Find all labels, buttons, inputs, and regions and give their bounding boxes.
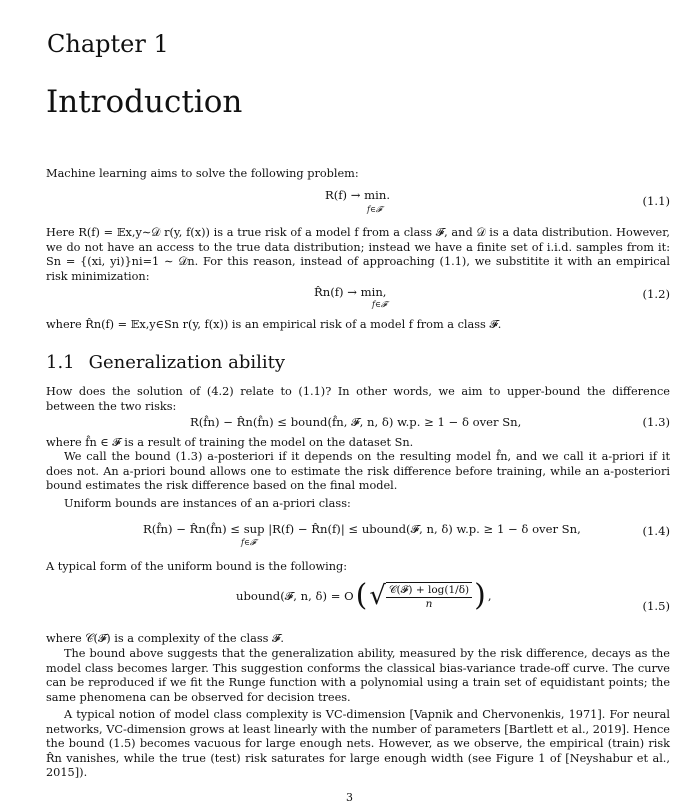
equation-1-4-pre: R(f̂n) − R̂n(f̂n) ≤ sup <box>143 522 265 536</box>
empirical-risk-paragraph: where R̂n(f) = 𝔼x,y∈Sn r(y, f(x)) is an empirical risk of a model f from a class 𝓕. <box>46 318 502 331</box>
equation-number-1-4: (1.4) <box>642 524 670 538</box>
equation-1-1-body: R(f) → min <box>325 188 387 202</box>
equation-number-1-1: (1.1) <box>642 194 670 208</box>
equation-1-2-tail: , <box>382 285 387 299</box>
left-paren: ( <box>355 578 368 613</box>
right-paren: ) <box>474 578 486 613</box>
equation-1-1-tail: . <box>386 188 391 202</box>
equation-1-5-tail: , <box>487 589 492 603</box>
equation-1-4-subscript: f∈𝓕 <box>241 538 256 547</box>
question-paragraph: How does the solution of (4.2) relate to (1.1)? In other words, we aim to upper-bound the difference between the two risks: <box>46 385 670 413</box>
equation-number-1-5: (1.5) <box>642 599 670 613</box>
page-number: 3 <box>346 791 353 804</box>
fraction-denominator: n <box>425 598 433 610</box>
equation-1-1-subscript: f∈𝓕 <box>367 205 382 214</box>
equation-number-1-2: (1.2) <box>642 287 670 301</box>
fraction-numerator: 𝒞(𝓕) + log(1/δ) <box>386 584 472 598</box>
section-number: 1.1 <box>46 352 75 373</box>
equation-1-2-body: R̂n(f) → min <box>314 285 383 299</box>
equation-number-1-3: (1.3) <box>642 415 670 429</box>
equation-1-5-pre: ubound(𝓕, n, δ) = O <box>236 588 354 603</box>
equation-1-4 <box>143 522 581 537</box>
typical-form-paragraph: A typical form of the uniform bound is the following: <box>46 560 348 573</box>
intro-paragraph: Machine learning aims to solve the following problem: <box>46 167 359 180</box>
equation-1-4-post: |R(f) − R̂n(f)| ≤ ubound(𝓕, n, δ) w.p. ≥ 1 − δ over Sn, <box>268 522 581 536</box>
aposteriori-paragraph: We call the bound (1.3) a-posteriori if it depends on the resulting model f̂n, and we call it a-priori if it does not. An a-priori bound allows one to estimate the risk difference before training, while an a-posteriori bound estimates the risk difference based on the final model. <box>46 450 670 492</box>
equation-1-2 <box>314 285 386 299</box>
uniform-bounds-paragraph: Uniform bounds are instances of an a-priori class: <box>64 497 351 510</box>
bias-variance-paragraph: The bound above suggests that the generalization ability, measured by the risk difference, decays as the model class becomes larger. This suggestion conforms the classical bias-variance trade-off curve. The curve can be reproduced if we fit the Runge function with a polynomial using a train set of equidistant points; the same phenomena can be observed for decision trees. <box>46 647 670 704</box>
complexity-paragraph: where 𝒞(𝓕) is a complexity of the class 𝓕. <box>46 632 284 645</box>
sqrt-icon: √ <box>369 581 386 611</box>
section-heading <box>46 352 285 373</box>
training-result-paragraph: where f̂n ∈ 𝓕 is a result of training the model on the dataset Sn. <box>46 436 414 449</box>
chapter-title: Introduction <box>46 84 243 120</box>
equation-1-3: R(f̂n) − R̂n(f̂n) ≤ bound(f̂n, 𝓕, n, δ) w.p. ≥ 1 − δ over Sn, <box>190 415 522 429</box>
vc-dimension-paragraph: A typical notion of model class complexity is VC-dimension [Vapnik and Chervonenkis, 1971]. For neural networks, VC-dimension grows at least linearly with the number of parameters [Bartlett et al., 2019]. Hence the bound (1.5) becomes vacuous for large enough nets. However, as we observe, the empirical (train) risk R̂n vanishes, while the true (test) risk saturates for large enough width (see Figure 1 of [Neyshabur et al., 2015]). <box>46 708 670 779</box>
section-title: Generalization ability <box>88 352 286 373</box>
fraction <box>386 582 472 610</box>
chapter-label: Chapter 1 <box>47 30 169 58</box>
equation-1-1 <box>325 188 390 202</box>
equation-1-5 <box>236 578 492 613</box>
risk-definition-paragraph: Here R(f) = 𝔼x,y∼𝒟 r(y, f(x)) is a true risk of a model f from a class 𝓕, and 𝒟 is a data distribution. However, we do not have an access to the true data distribution; instead we have a finite set of i.i.d. samples from it: Sn = {(xi, yi)}ni=1 ∼ 𝒟n. For this reason, instead of approaching (1.1), we substitite it with an empirical risk minimization: <box>46 226 670 283</box>
equation-1-2-subscript: f∈𝓕 <box>372 300 387 309</box>
